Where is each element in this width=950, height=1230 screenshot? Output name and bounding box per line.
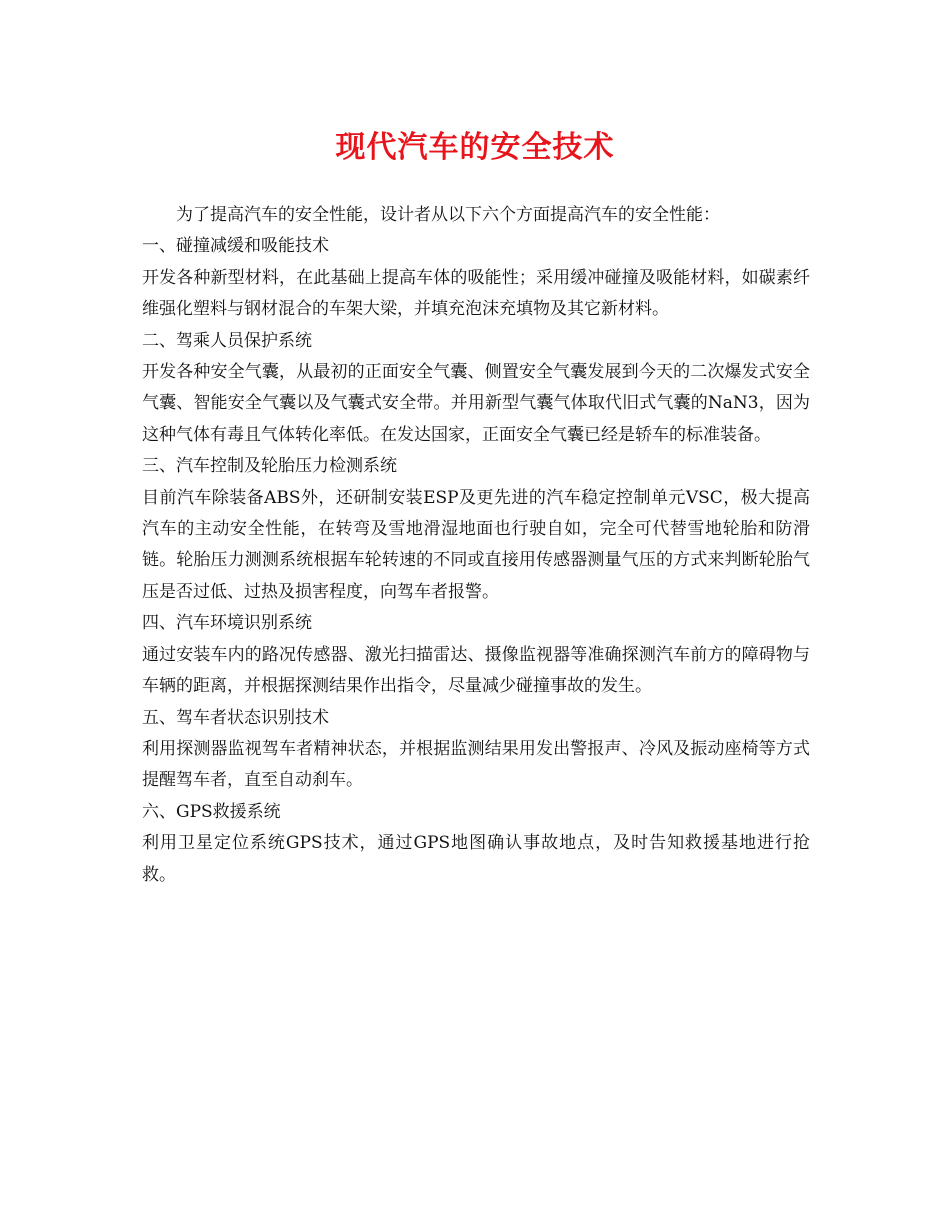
section-text-5: 利用探测器监视驾车者精神状态，并根据监测结果用发出警报声、冷风及振动座椅等方式提醒驾车者，直至自动刹车。 (142, 738, 810, 791)
document-body (142, 200, 810, 891)
section-heading-2: 二、驾乘人员保护系统 (142, 330, 312, 351)
section-heading-6: 六、GPS救援系统 (142, 801, 281, 822)
section-text-4: 通过安装车内的路况传感器、激光扫描雷达、摄像监视器等准确探测汽车前方的障碍物与车辆的距离，并根据探测结果作出指令，尽量减少碰撞事故的发生。 (142, 644, 810, 697)
section-heading-3: 三、汽车控制及轮胎压力检测系统 (142, 456, 397, 477)
section-text-2: 开发各种安全气囊，从最初的正面安全气囊、侧置安全气囊发展到今天的二次爆发式安全气囊、智能安全气囊以及气囊式安全带。并用新型气囊气体取代旧式气囊的NaN3，因为这种气体有毒且气体转化率低。在发达国家，正面安全气囊已经是轿车的标准装备。 (142, 362, 810, 445)
section-text-3: 目前汽车除装备ABS外，还研制安装ESP及更先进的汽车稳定控制单元VSC，极大提高汽车的主动安全性能，在转弯及雪地滑湿地面也行驶自如，完全可代替雪地轮胎和防滑链。轮胎压力测测系统根据车轮转速的不同或直接用传感器测量气压的方式来判断轮胎气压是否过低、过热及损害程度，向驾车者报警。 (142, 487, 810, 602)
section-text-1: 开发各种新型材料，在此基础上提高车体的吸能性；采用缓冲碰撞及吸能材料，如碳素纤维强化塑料与钢材混合的车架大梁，并填充泡沫充填物及其它新材料。 (142, 267, 810, 320)
section-heading-5: 五、驾车者状态识别技术 (142, 707, 329, 728)
section-text-6: 利用卫星定位系统GPS技术，通过GPS地图确认事故地点，及时告知救援基地进行抢救。 (142, 833, 810, 885)
document-title: 现代汽车的安全技术 (335, 130, 615, 165)
intro-paragraph: 为了提高汽车的安全性能，设计者从以下六个方面提高汽车的安全性能： (176, 205, 720, 225)
section-heading-4: 四、汽车环境识别系统 (142, 613, 312, 634)
section-heading-1: 一、碰撞减缓和吸能技术 (142, 236, 329, 257)
